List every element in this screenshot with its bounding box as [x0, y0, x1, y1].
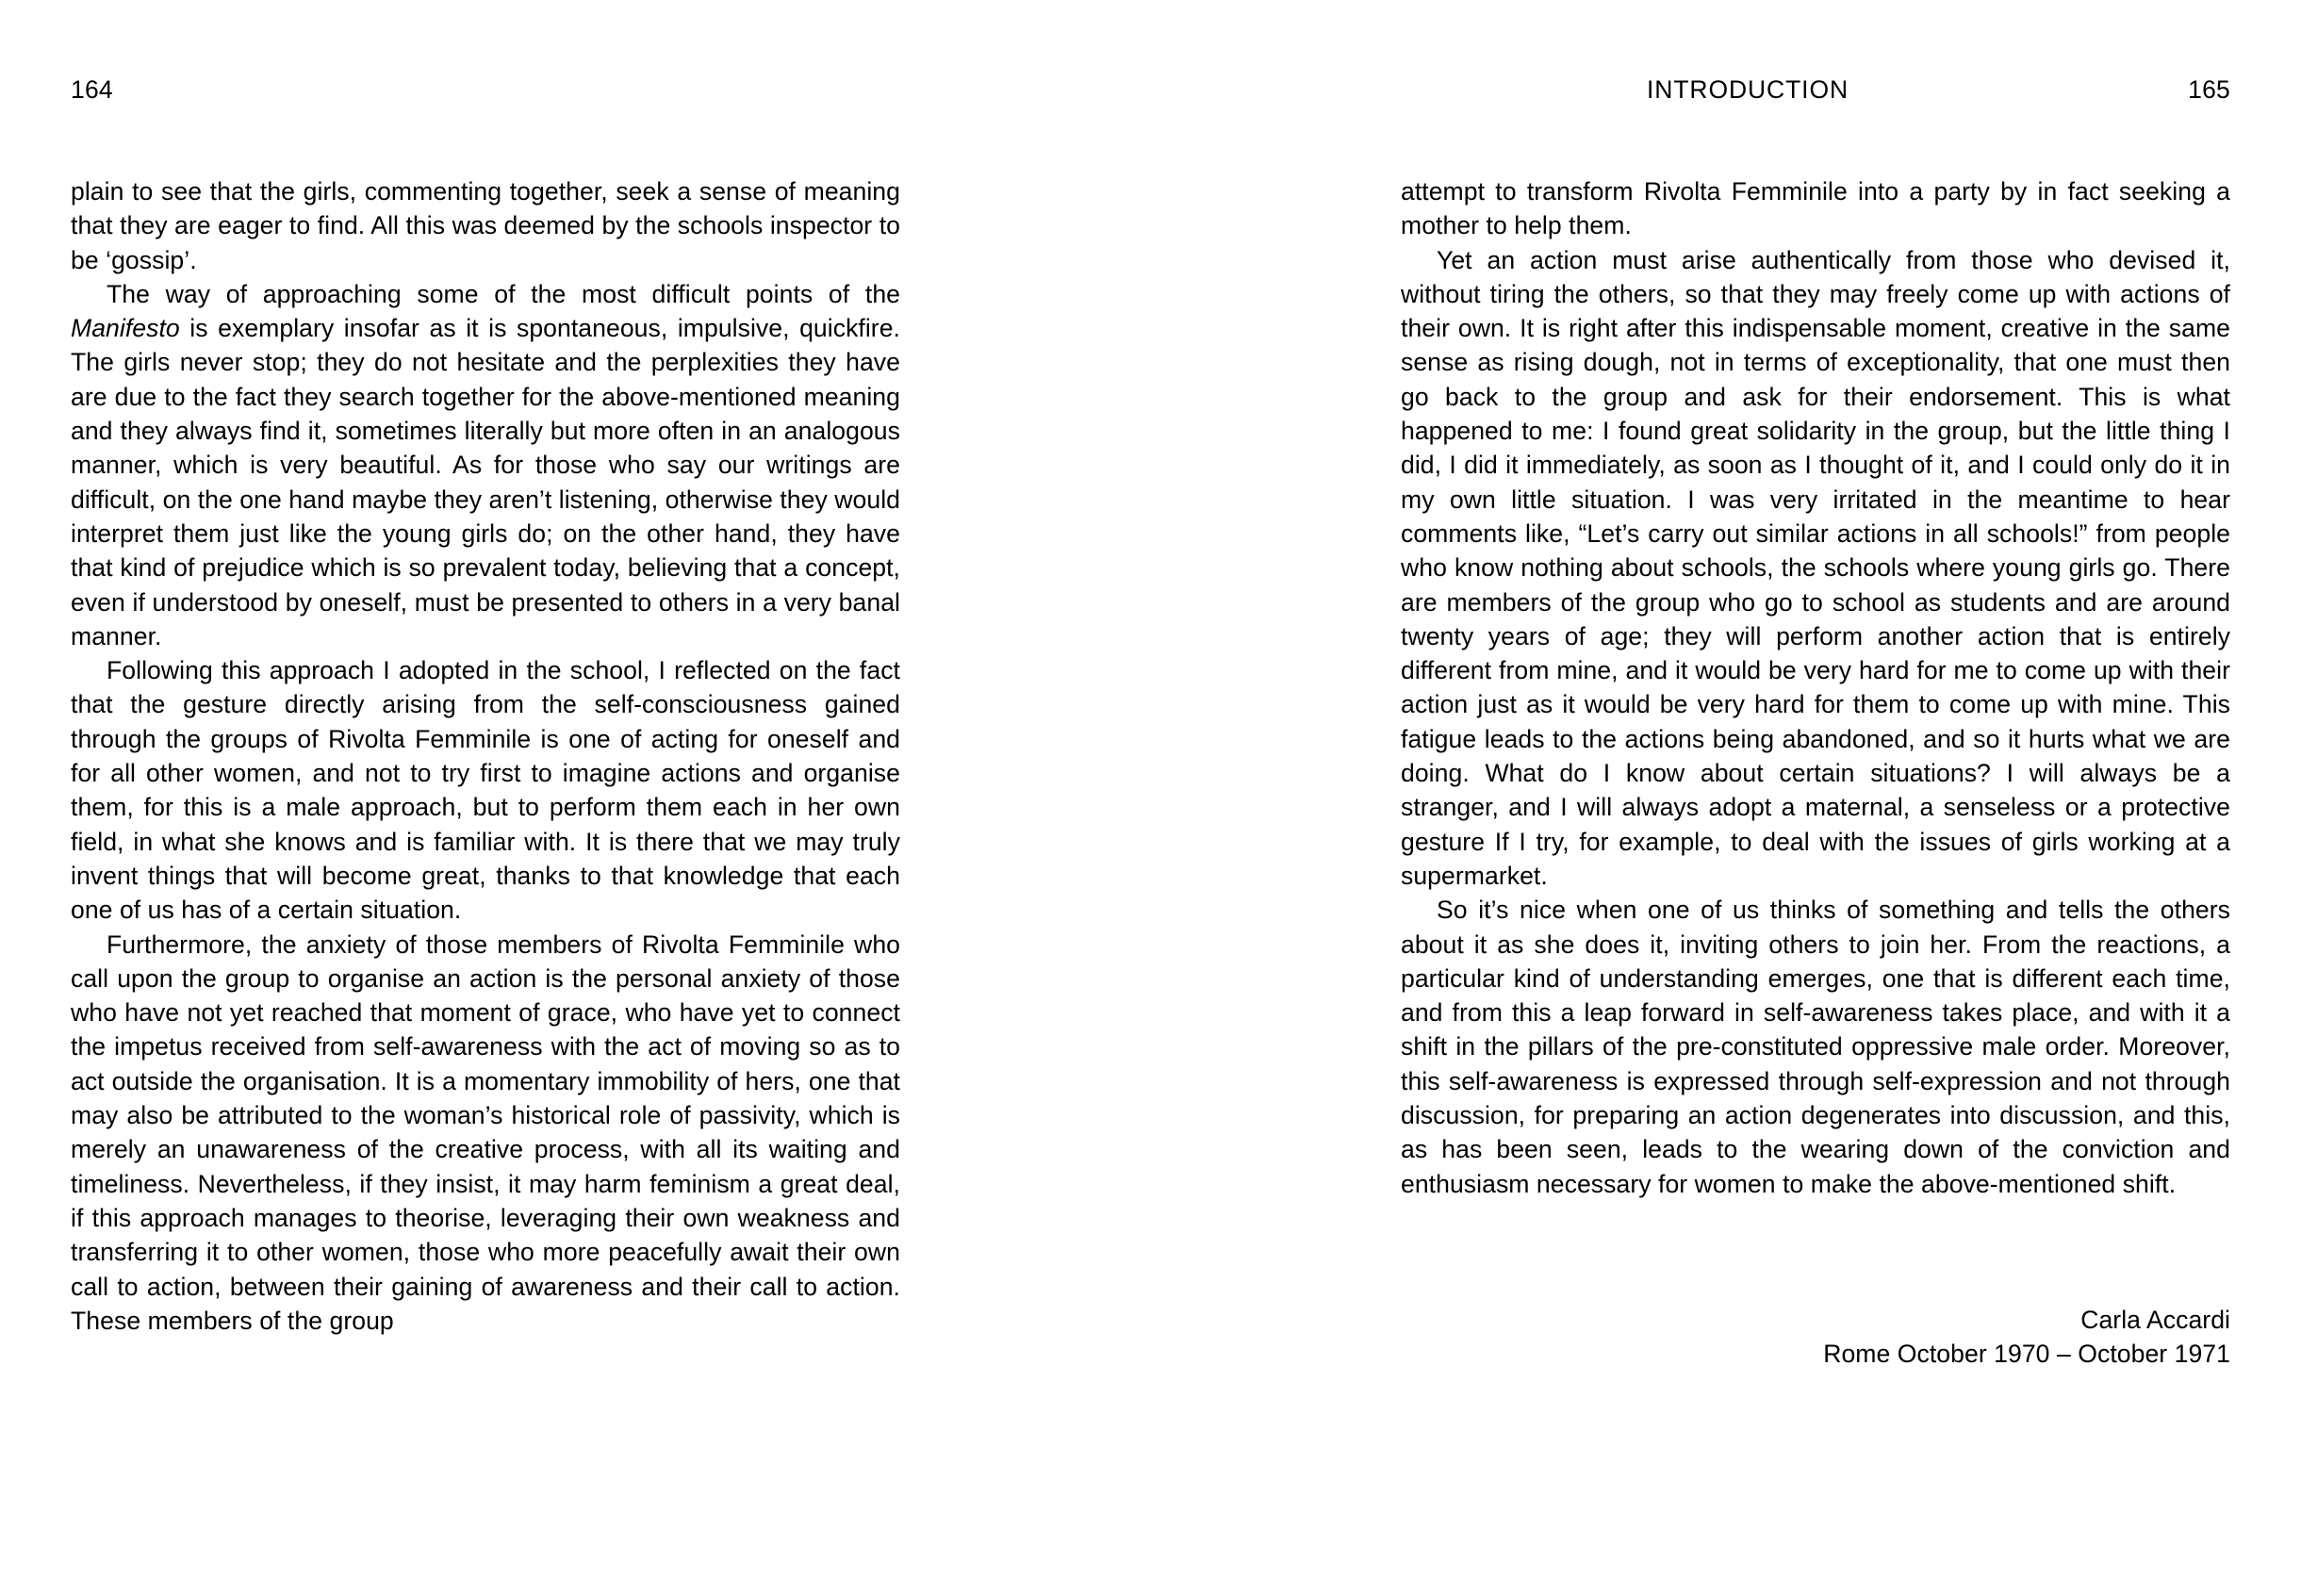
- page-number-right: 165: [2188, 75, 2230, 104]
- paragraph-text-part-a: The way of approaching some of the most difficult points of the: [107, 279, 900, 308]
- signature-date: Rome October 1970 – October 1971: [1823, 1340, 2230, 1369]
- right-column: [1401, 174, 2230, 1372]
- left-column: [71, 174, 900, 1372]
- paragraph: Yet an action must arise authentically from those who devised it, without tiring the others, so that they may freely come up with actions of their own. It is right after this indispensable moment, creative in the same sense as rising dough, not in terms of exceptionality, that one must then go back to the group and ask for their endorsement. This is what happened to me: I found great solidarity in the group, but the little thing I did, I did it immediately, as soon as I thought of it, and I could only do it in my own little situation. I was very irritated in the meantime to hear comments like, “Let’s carry out similar actions in all schools!” from people who know nothing about schools, the schools where young girls go. There are members of the group who go to school as students and are around twenty years of age; they will perform another action that is entirely different from mine, and it would be very hard for me to come up with their action just as it would be very hard for them to come up with mine. This fatigue leads to the actions being abandoned, and so it hurts what we are doing. What do I know about certain situations? I will always be a stranger, and I will always adopt a maternal, a senseless or a protective gesture If I try, for example, to deal with the issues of girls working at a supermarket.: [1401, 245, 2230, 890]
- paragraph: attempt to transform Rivolta Femminile into a party by in fact seeking a mother to help them.: [1401, 177, 2230, 240]
- paragraph-with-italic: [71, 277, 900, 653]
- text-columns: [71, 174, 2230, 1372]
- page-title: INTRODUCTION: [1647, 75, 1849, 104]
- paragraph-text-part-b: is exemplary insofar as it is spontaneous, impulsive, quickfire. The girls never stop; they do not hesitate and the perplexities they have are due to the fact they search together for the above-mentioned meaning and they always find it, sometimes literally but more often in an analogous manner, which is very beautiful. As for those who say our writings are difficult, on the one hand maybe they aren’t listening, otherwise they would interpret them just like the young girls do; on the other hand, they have that kind of prejudice which is so prevalent today, believing that a concept, even if understood by oneself, must be presented to others in a very banal manner.: [71, 314, 900, 650]
- running-head: [71, 75, 2230, 113]
- paragraph: plain to see that the girls, commenting together, seek a sense of meaning that they are eager to find. All this was deemed by the schools inspector to be ‘gossip’.: [71, 177, 900, 274]
- page-number-left: 164: [71, 75, 113, 104]
- italic-title: Manifesto: [71, 314, 180, 343]
- paragraph: Following this approach I adopted in the school, I reflected on the fact that the gesture directly arising from the self-consciousness gained through the groups of Rivolta Femminile is one of acting for oneself and for all other women, and not to try first to imagine actions and organise them, for this is a male approach, but to perform them each in her own field, in what she knows and is familiar with. It is there that we may truly invent things that will become great, thanks to that knowledge that each one of us has of a certain situation.: [71, 656, 900, 925]
- signature-author: Carla Accardi: [2080, 1305, 2230, 1334]
- signature-block: [1401, 1303, 2230, 1372]
- paragraph: So it’s nice when one of us thinks of something and tells the others about it as she does it, inviting others to join her. From the reactions, a particular kind of understanding emerges, one that is different each time, and from this a leap forward in self-awareness takes place, and with it a shift in the pillars of the pre-constituted oppressive male order. Moreover, this self-awareness is expressed through self-expression and not through discussion, for preparing an action degenerates into discussion, and this, as has been seen, leads to the wearing down of the conviction and enthusiasm necessary for women to make the above-mentioned shift.: [1401, 896, 2230, 1198]
- paragraph: Furthermore, the anxiety of those members of Rivolta Femminile who call upon the group to organise an action is the personal anxiety of those who have not yet reached that moment of grace, who have yet to connect the impetus received from self-awareness with the act of moving so as to act outside the organisation. It is a momentary immobility of hers, one that may also be attributed to the woman’s historical role of passivity, which is merely an unawareness of the creative process, with all its waiting and timeliness. Nevertheless, if they insist, it may harm feminism a great deal, if this approach manages to theorise, leveraging their own weakness and transferring it to other women, those who more peacefully await their own call to action, between their gaining of awareness and their call to action. These members of the group: [71, 930, 900, 1335]
